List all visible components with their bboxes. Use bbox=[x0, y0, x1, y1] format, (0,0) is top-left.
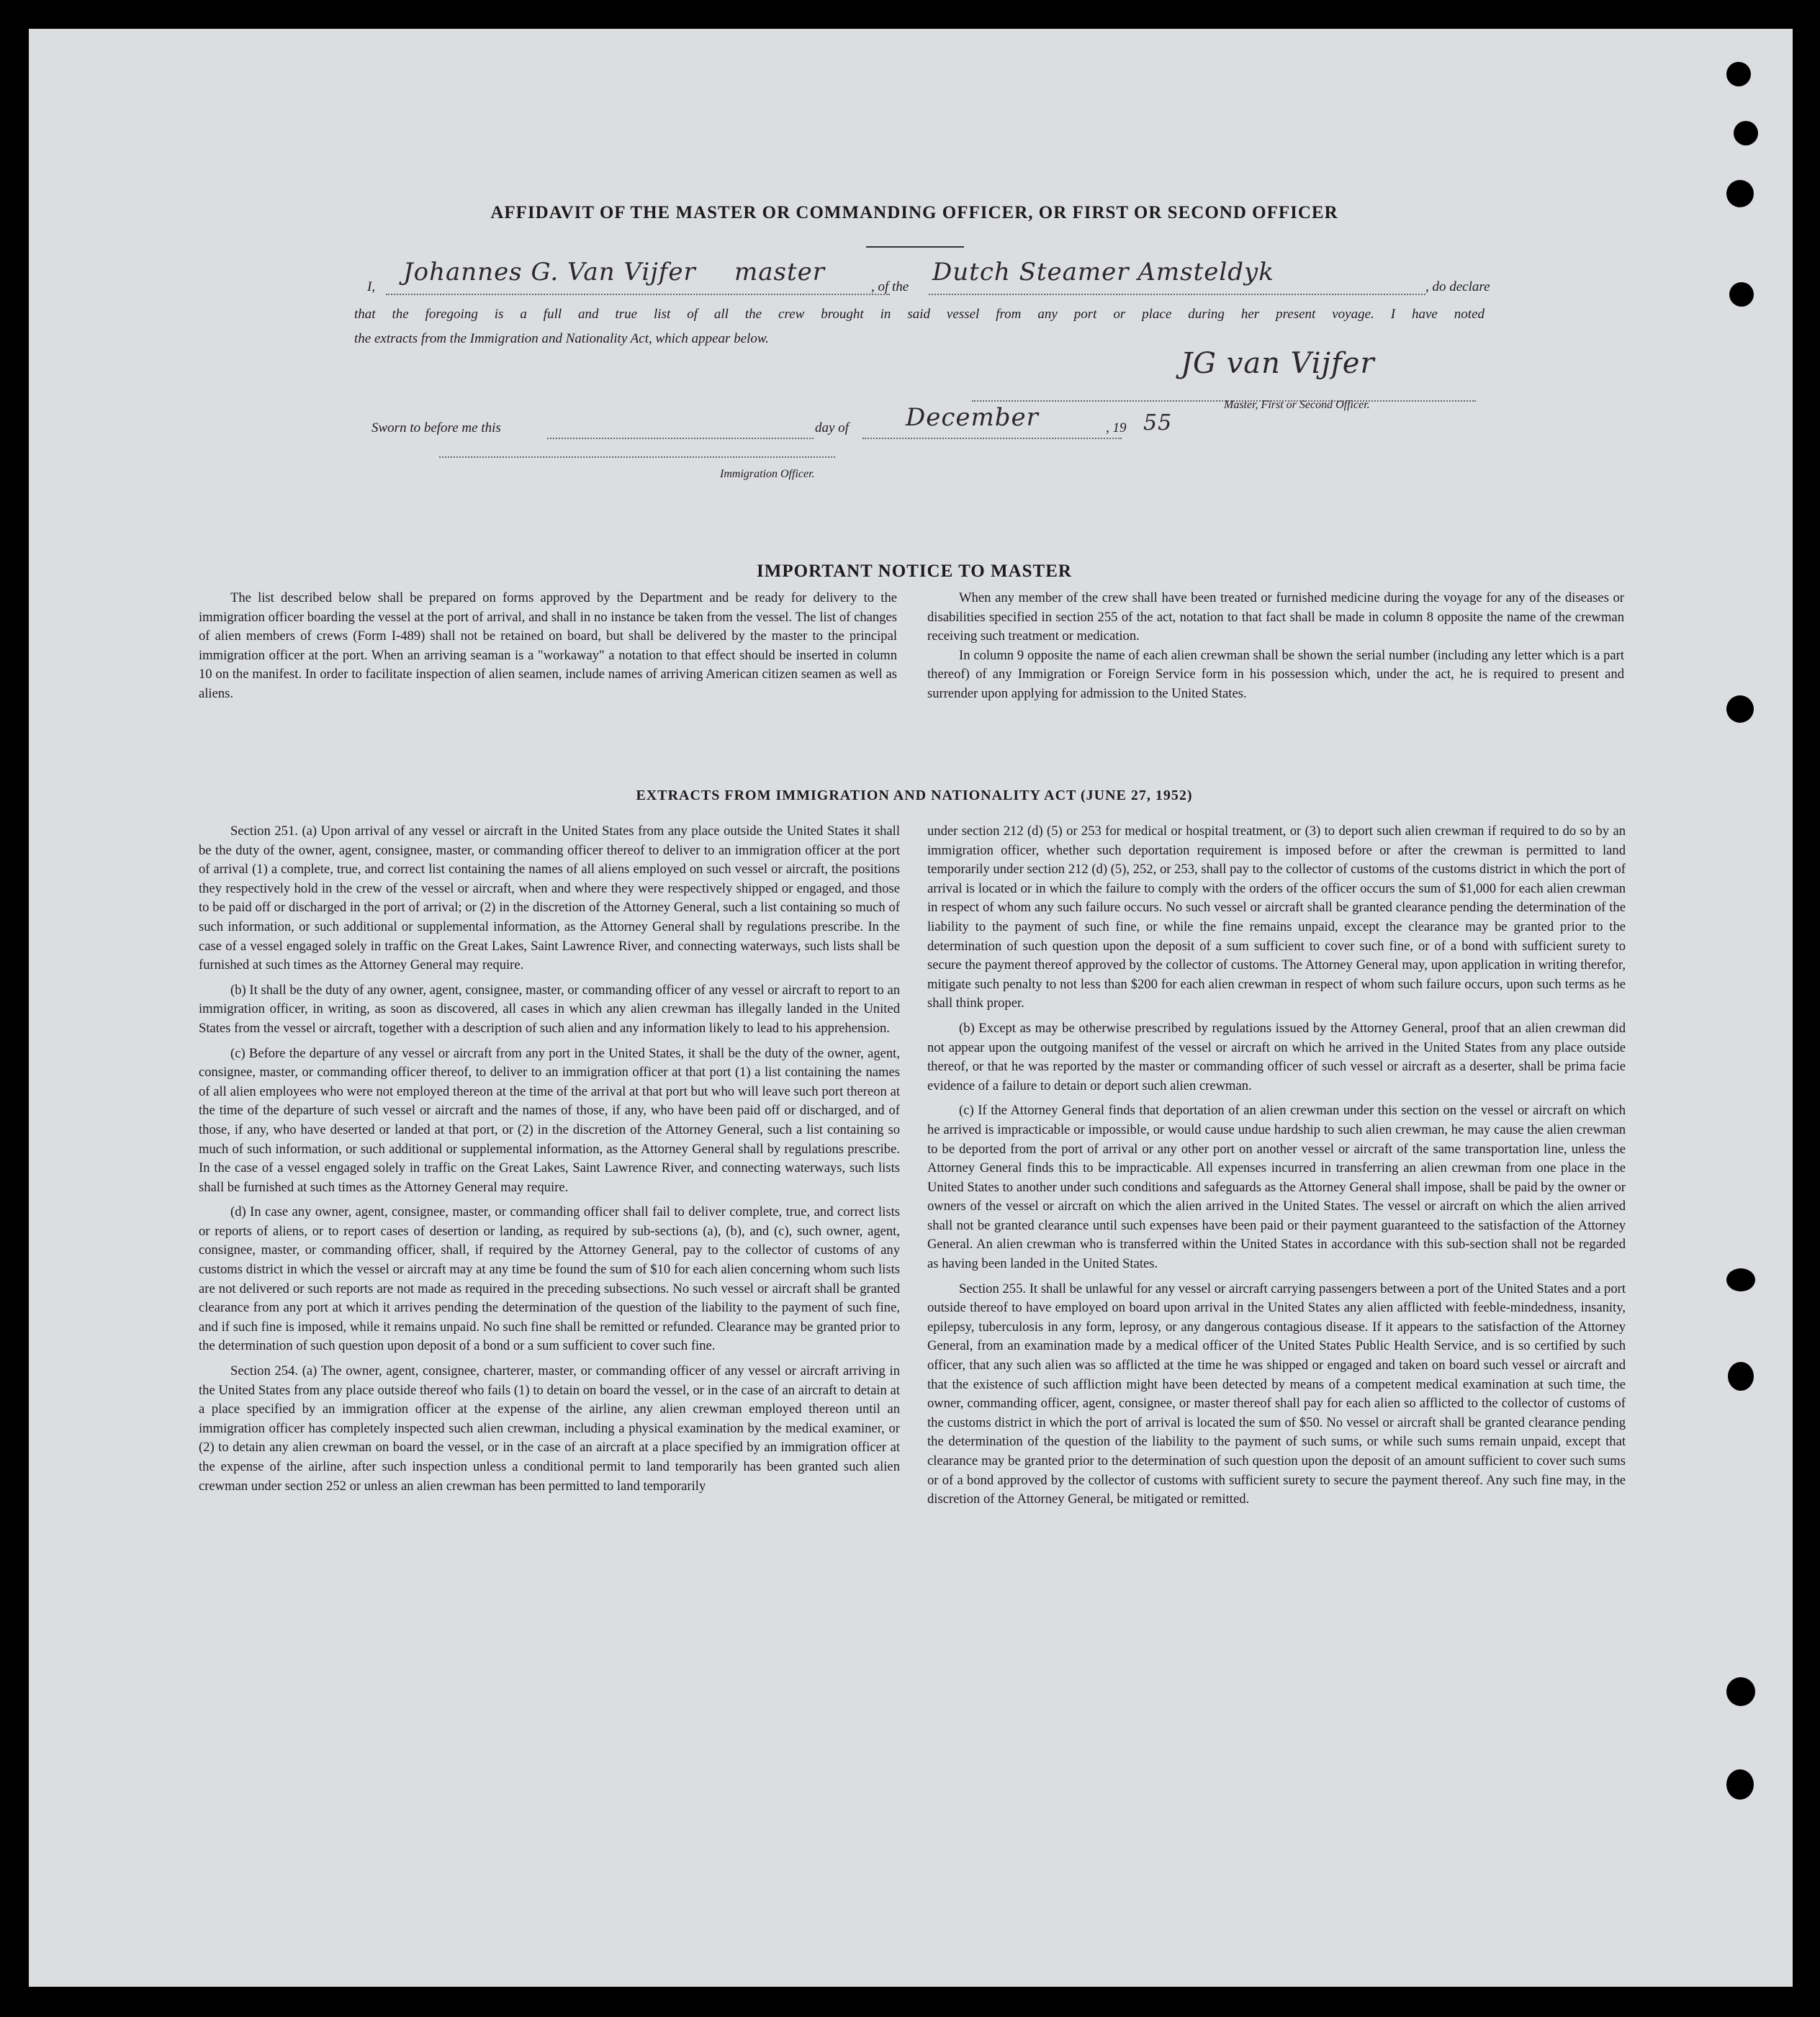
year-prefix: , 19 bbox=[1106, 420, 1127, 436]
signature-caption: Master, First or Second Officer. bbox=[1224, 399, 1370, 411]
punch-hole bbox=[1726, 1268, 1755, 1291]
extracts-right-column bbox=[927, 822, 1626, 1515]
month-handwriting: December bbox=[906, 403, 1039, 432]
officer-caption: Immigration Officer. bbox=[720, 468, 815, 480]
notice-right-paragraph-2: In column 9 opposite the name of each alien crewman shall be shown the serial number (including any letter which is a part thereof) of any Immigration or Foreign Service form in his possession which, under the act, he is required to present and surrender upon applying for admission to the United States. bbox=[927, 647, 1624, 701]
punch-hole bbox=[1726, 695, 1754, 723]
punch-hole bbox=[1726, 1769, 1754, 1800]
section-251-b: (b) It shall be the duty of any owner, agent, consignee, master, or commanding officer of any vessel or aircraft to report to an immigration officer, in writing, as soon as discovered, all cases in which any alien crewman has illegally landed in the United States from the vessel or aircraft, together with a description of such alien and any information likely to lead to his apprehension. bbox=[199, 982, 900, 1036]
extracts-title: EXTRACTS FROM IMMIGRATION AND NATIONALITY ACT (JUNE 27, 1952) bbox=[636, 788, 1193, 803]
rank-handwriting: master bbox=[734, 258, 825, 286]
punch-hole bbox=[1728, 1362, 1754, 1391]
notice-right-column bbox=[927, 589, 1624, 704]
notice-left-column bbox=[199, 589, 897, 704]
declaration-line-2: that the foregoing is a full and true list of all the crew brought in said vessel from any port or place during her present voyage. I have noted bbox=[354, 307, 1485, 322]
declaration-prefix: I, bbox=[367, 279, 376, 294]
title-rule bbox=[866, 246, 964, 248]
section-254-c: (c) If the Attorney General finds that deportation of an alien crewman under this section on the vessel or aircraft on which he arrived is impracticable or impossible, or would cause undue hardship to such alien crewman, he may cause the alien crewman to be deported from the port of arrival or any other port on another vessel or aircraft of the same transportation line, unless the Attorney General finds this to be impracticable. All expenses incurred in transferring an alien crewman from one place in the United States to another under such conditions and safeguards as the Attorney General shall impose, shall be paid by the owner or owners of the vessel or aircraft on which the alien arrived in the United States. The vessel or aircraft on which the alien arrived shall not be granted clearance until such expenses have been paid or their payment guaranteed to the satisfaction of the Attorney General. An alien crewman who is transferred within the United States in accordance with this sub-section shall not be regarded as having been landed in the United States. bbox=[927, 1103, 1626, 1272]
punch-hole bbox=[1734, 121, 1758, 145]
document-page bbox=[29, 29, 1793, 1987]
section-254-a-continued: under section 212 (d) (5) or 253 for medical or hospital treatment, or (3) to deport such alien crewman if required to do so by an immigration officer, whether such deportation requirement is imposed before or after the crewman is permitted to land temporarily under section 212 (d) (5), 252, or 253, shall pay to the collector of customs of the customs district in which the port of arrival is located or in which the failure to comply with the orders of the officer occurs the sum of $1,000 for each alien crewman in respect of whom any such failure occurs. No such vessel or aircraft shall be granted clearance pending the determination of the liability to the payment of such fine, or while the fine remains unpaid, except the clearance may be granted prior to the determination of such question upon the deposit of a sum sufficient to cover such fine, or of a bond with sufficient surety to secure the payment thereof approved by the collector of customs. The Attorney General may, upon application in writing therefor, mitigate such penalty to not less than $200 for each alien crewman in respect of whom such failure occurs, upon such terms as he shall think proper. bbox=[927, 824, 1626, 1011]
section-255: Section 255. It shall be unlawful for any vessel or aircraft carrying passengers between a port of the United States and a port outside thereof to have employed on board upon arrival in the United States any alien afflicted with feeble-mindedness, insanity, epilepsy, tuberculosis in any form, leprosy, or any dangerous contagious disease. If it appears to the satisfaction of the Attorney General, from an examination made by a medical officer of the United States Public Health Service, and is so certified by such officer, that any such alien was so afflicted at the time he was shipped or engaged and taken on board such vessel or aircraft and that the existence of such affliction might have been detected by means of a competent medical examination at such time, the owner, commanding officer, agent, consignee, or master thereof shall pay for each alien so afflicted to the collector of customs of the customs district in which the port of arrival is located the sum of $50. No vessel or aircraft shall be granted clearance pending the determination of the question of the liability to the payment of such sums, or while such sums remain unpaid, except that clearance may be granted prior to the determination of such question upon the deposit of an amount sufficient to cover such sums or of a bond approved by the collector of customs with sufficient surety to secure the payment thereof. Any such fine may, in the discretion of the Attorney General, be mitigated or remitted. bbox=[927, 1281, 1626, 1507]
day-of-label: day of bbox=[815, 420, 849, 436]
sworn-label: Sworn to before me this bbox=[371, 420, 501, 436]
master-signature: JG van Vijfer bbox=[1181, 347, 1375, 380]
year-handwriting: 55 bbox=[1143, 410, 1173, 436]
notice-title: IMPORTANT NOTICE TO MASTER bbox=[757, 561, 1072, 581]
section-251-d: (d) In case any owner, agent, consignee, master, or commanding officer shall fail to deliver complete, true, and correct lists or reports of aliens, or to report cases of desertion or landing, as required by sub-sections (a), (b), and (c), such owner, agent, consignee, master, or commanding officer, shall, if required by the Attorney General, pay to the collector of customs of any customs district in which the vessel or aircraft may at any time be found the sum of $10 for each alien concerning whom such lists are not delivered or such reports are not made as required in the preceding subsections. No such vessel or aircraft shall be granted clearance from any port at which it arrives pending the determination of the question of the liability to the payment of such fine, and if such fine is imposed, while it remains unpaid. No such fine shall be remitted or refunded. Clearance may be granted prior to the determination of such question upon deposit of a bond or a sum sufficient to cover such fine. bbox=[199, 1204, 900, 1354]
punch-hole bbox=[1726, 62, 1751, 86]
officer-line bbox=[439, 442, 835, 458]
notice-left-paragraph: The list described below shall be prepared on forms approved by the Department and be ready for delivery to the immigration officer boarding the vessel at the port of arrival, and shall in no instance be taken from the vessel. The list of changes of alien members of crews (Form I-489) shall not be retained on board, but shall be delivered by the master to the principal immigration officer at the port. When an arriving seaman is a "workaway" a notation to that effect should be inserted in column 10 on the manifest. In order to facilitate inspection of alien seamen, include names of arriving American citizen seamen as well as aliens. bbox=[199, 590, 897, 701]
extracts-left-column bbox=[199, 822, 900, 1502]
master-name-handwriting: Johannes G. Van Vijfer bbox=[403, 258, 696, 286]
section-254-b: (b) Except as may be otherwise prescribed by regulations issued by the Attorney General, proof that an alien crewman did not appear upon the outgoing manifest of the vessel or aircraft on which he arrived in the United States from any place outside thereof, or that he was reported by the master or commanding officer of such vessel or aircraft as a deserter, shall be prima facie evidence of a failure to detain or deport such alien crewman. bbox=[927, 1020, 1626, 1093]
do-declare-label: , do declare bbox=[1425, 279, 1490, 294]
punch-hole bbox=[1729, 282, 1754, 307]
declaration-line-3: the extracts from the Immigration and Nationality Act, which appear below. bbox=[354, 331, 769, 346]
of-the-label: , of the bbox=[871, 279, 909, 294]
vessel-handwriting: Dutch Steamer Amsteldyk bbox=[932, 258, 1274, 286]
affidavit-title: AFFIDAVIT OF THE MASTER OR COMMANDING OFFICER, OR FIRST OR SECOND OFFICER bbox=[490, 203, 1338, 222]
section-251-a: Section 251. (a) Upon arrival of any vessel or aircraft in the United States from any place outside the United States it shall be the duty of the owner, agent, consignee, master, or commanding officer thereof to deliver to an immigration officer at the port of arrival (1) a complete, true, and correct list containing the names of all aliens employed on such vessel or aircraft, the positions they respectively hold in the crew of the vessel or aircraft, when and where they were respectively shipped or engaged, and those to be paid off or discharged in the port of arrival; or (2) in the discretion of the Attorney General, such a list containing so much of such information, or such additional or supplemental information, as the Attorney General shall by regulations prescribe. In the case of a vessel engaged solely in traffic on the Great Lakes, Saint Lawrence River, and connecting waterways, such lists shall be furnished at such times as the Attorney General may require. bbox=[199, 824, 900, 973]
sworn-day-line bbox=[547, 418, 814, 439]
section-251-c: (c) Before the departure of any vessel or aircraft from any port in the United States, it shall be the duty of the owner, agent, consignee, master, or commanding officer thereof, to deliver to an immigration officer at that port (1) a list containing the names of all alien employees who were not employed thereon at the time of the arrival at that port but who will leave such port thereon at the time of the departure of such vessel or aircraft and the names of those, if any, who have been paid off or discharged, and of those, if any, who have deserted or landed at that port, or (2) in the discretion of the Attorney General, such a list containing so much of such information, or such additional or supplemental information, as the Attorney General shall by regulations prescribe. In the case of a vessel engaged solely in traffic on the Great Lakes, Saint Lawrence River, and connecting waterways, such lists shall be furnished at such times as the Attorney General may require. bbox=[199, 1045, 900, 1195]
section-254-a: Section 254. (a) The owner, agent, consignee, charterer, master, or commanding officer of any vessel or aircraft arriving in the United States from any place outside thereof who fails (1) to detain on board the vessel, or in the case of an aircraft to detain at a place specified by an immigration officer at the expense of the airline, any alien crewman employed thereon until an immigration officer has completely inspected such alien crewman, including a physical examination by the medical examiner, or (2) to detain any alien crewman on board the vessel, or in the case of an aircraft at a place specified by an immigration officer at the expense of the airline, after such inspection unless a conditional permit to land temporarily has been granted such alien crewman under section 252 or unless an alien crewman has been permitted to land temporarily bbox=[199, 1363, 900, 1494]
punch-hole bbox=[1726, 1677, 1755, 1706]
notice-right-paragraph-1: When any member of the crew shall have been treated or furnished medicine during the voyage for any of the diseases or disabilities specified in section 255 of the act, notation to that fact shall be made in column 8 opposite the name of the crewman receiving such treatment or medication. bbox=[927, 590, 1624, 644]
